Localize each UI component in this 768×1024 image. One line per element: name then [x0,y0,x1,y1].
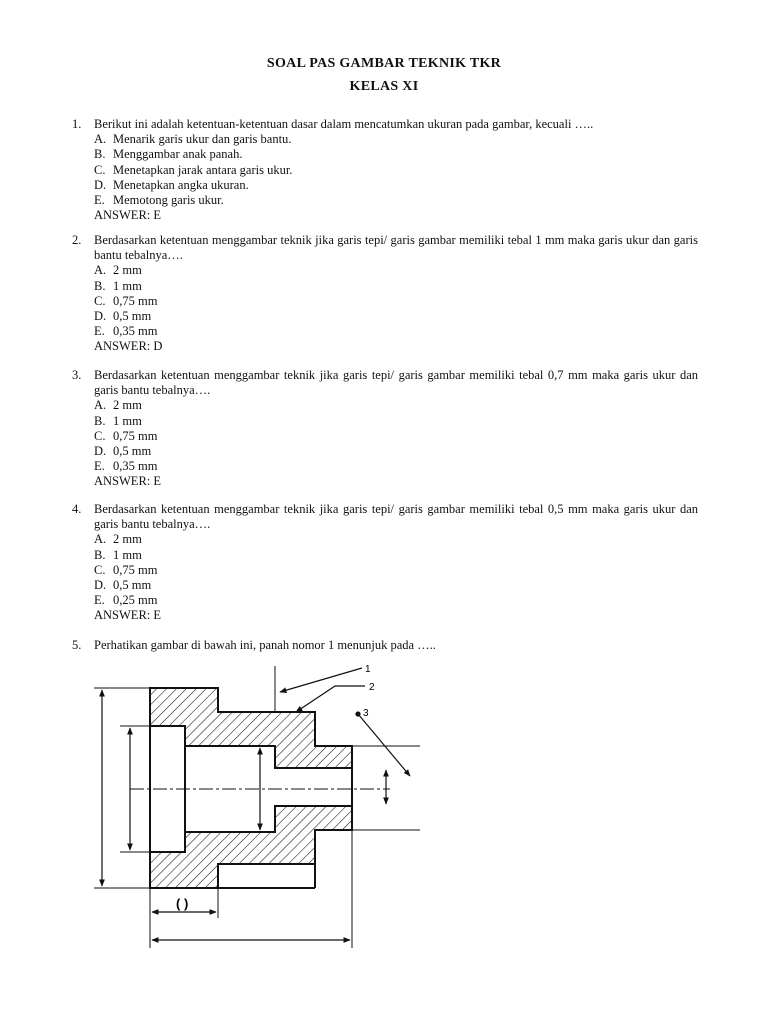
option-text: 0,75 mm [113,562,158,577]
option-letter: C. [94,162,106,177]
option-letter: B. [94,547,106,562]
question-number: 2. [72,233,82,247]
option-text: 0,5 mm [113,309,152,324]
answer-key: ANSWER: E [94,208,162,223]
option-letter: B. [94,278,106,293]
options-list [94,132,698,208]
option-e [94,193,698,208]
option-c [94,563,698,578]
option-e [94,593,698,608]
section-upper [150,688,352,768]
dimension-label: ( ) [176,896,189,911]
option-letter: A. [94,532,107,547]
option-text: 2 mm [113,532,142,547]
question-number: 4. [72,502,82,516]
option-text: 2 mm [113,398,142,413]
extension-lines [94,666,420,948]
option-text: Menetapkan angka ukuran. [113,177,249,192]
option-letter: E. [94,193,105,208]
option-letter: B. [94,147,106,162]
option-text: 0,75 mm [113,293,158,308]
option-text: 0,5 mm [113,578,152,593]
question-stem: Berdasarkan ketentuan menggambar teknik jika garis tepi/ garis gambar memiliki tebal 0,7 mm maka garis ukur dan garis bantu tebalnya…. [94,368,698,398]
option-letter: A. [94,398,107,413]
option-letter: C. [94,293,106,308]
document-title: SOAL PAS GAMBAR TEKNIK TKR [266,56,502,71]
option-b [94,279,698,294]
option-letter: C. [94,428,106,443]
option-a [94,263,698,278]
option-letter: B. [94,413,106,428]
options-list [94,398,698,474]
option-a [94,532,698,547]
question-2 [72,233,698,355]
option-letter: A. [94,132,107,147]
question-3 [72,368,698,490]
option-letter: E. [94,324,105,339]
option-text: Menggambar anak panah. [113,147,243,162]
option-e [94,459,698,474]
option-text: Menetapkan jarak antara garis ukur. [113,162,293,177]
option-d [94,178,698,193]
option-d [94,309,698,324]
option-letter: D. [94,177,107,192]
option-letter: D. [94,578,107,593]
question-4 [72,502,698,624]
option-b [94,147,698,162]
section-lower [150,806,352,888]
option-b [94,414,698,429]
option-letter: D. [94,444,107,459]
option-e [94,324,698,339]
option-letter: E. [94,593,105,608]
option-d [94,444,698,459]
option-text: 0,75 mm [113,428,158,443]
option-c [94,294,698,309]
option-text: Menarik garis ukur dan garis bantu. [113,132,292,147]
option-text: 1 mm [113,547,142,562]
question-5 [72,638,698,653]
technical-drawing [90,656,440,956]
option-letter: C. [94,562,106,577]
option-c [94,163,698,178]
option-b [94,548,698,563]
question-number: 3. [72,368,82,382]
question-number: 5. [72,638,82,652]
option-a [94,398,698,413]
question-stem: Perhatikan gambar di bawah ini, panah nomor 1 menunjuk pada ….. [94,638,436,652]
option-text: 0,5 mm [113,444,152,459]
option-d [94,578,698,593]
option-letter: E. [94,459,105,474]
option-text: 0,35 mm [113,324,158,339]
option-a [94,132,698,147]
answer-key: ANSWER: E [94,608,162,623]
question-number: 1. [72,117,82,131]
question-stem: Berdasarkan ketentuan menggambar teknik jika garis tepi/ garis gambar memiliki tebal 1 mm maka garis ukur dan garis bantu tebalnya…. [94,233,698,263]
option-text: 0,25 mm [113,593,158,608]
option-text: 1 mm [113,413,142,428]
question-stem: Berdasarkan ketentuan menggambar teknik jika garis tepi/ garis gambar memiliki tebal 0,5 mm maka garis ukur dan garis bantu tebalnya…. [94,502,698,532]
option-text: 2 mm [113,263,142,278]
answer-key: ANSWER: E [94,474,162,489]
callout-3: 3 [363,708,369,719]
option-letter: D. [94,309,107,324]
question-stem: Berikut ini adalah ketentuan-ketentuan dasar dalam mencatumkan ukuran pada gambar, kecuali ….. [94,117,594,131]
callout-2: 2 [369,682,375,693]
option-text: 1 mm [113,278,142,293]
option-text: Memotong garis ukur. [113,193,224,208]
question-1 [72,117,698,223]
options-list [94,263,698,339]
answer-key: ANSWER: D [94,339,163,354]
callout-1: 1 [365,664,371,675]
option-letter: A. [94,263,107,278]
document-subtitle: KELAS XI [349,79,419,94]
option-text: 0,35 mm [113,459,158,474]
option-c [94,429,698,444]
options-list [94,532,698,608]
